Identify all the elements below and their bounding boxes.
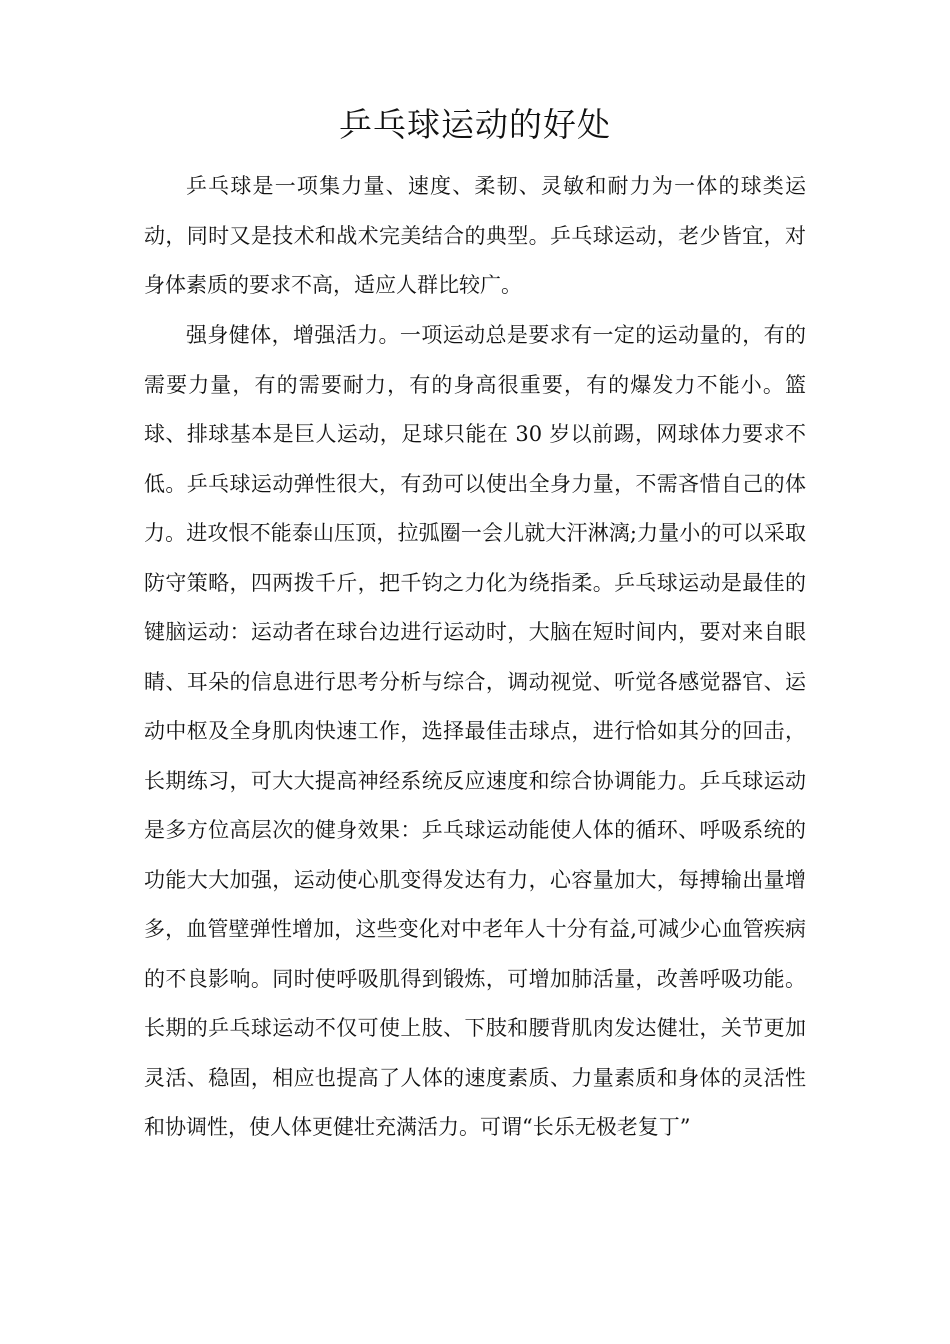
paragraph-benefits: 强身健体，增强活力。一项运动总是要求有一定的运动量的，有的需要力量，有的需要耐力，有的身高很重要，有的爆发力不能小。篮球、排球基本是巨人运动，足球只能在 30 岁以前踢，网球体力要求不低。乒乓球运动弹性很大，有劲可以使出全身力量，不需吝惜自己的体力。进攻恨不能泰山压顶，拉弧圈一会儿就大汗淋漓;力量小的可以采取防守策略，四两拨千斤，把千钧之力化为绕指柔。乒乓球运动是最佳的键脑运动：运动者在球台边进行运动时，大脑在短时间内，要对来自眼睛、耳朵的信息进行思考分析与综合，调动视觉、听觉各感觉器官、运动中枢及全身肌肉快速工作，选择最佳击球点，进行恰如其分的回击，长期练习，可大大提高神经系统反应速度和综合协调能力。乒乓球运动是多方位高层次的健身效果：乒乓球运动能使人体的循环、呼吸系统的功能大大加强，运动使心肌变得发达有力，心容量加大，每搏输出量增多，血管壁弹性增加，这些变化对中老年人十分有益,可减少心血管疾病的不良影响。同时使呼吸肌得到锻炼，可增加肺活量，改善呼吸功能。长期的乒乓球运动不仅可使上肢、下肢和腰背肌肉发达健壮，关节更加灵活、稳固，相应也提高了人体的速度素质、力量素质和身体的灵活性和协调性，使人体更健壮充满活力。可谓“长乐无极老复丁” <box>144 323 806 1139</box>
paragraph-intro: 乒乓球是一项集力量、速度、柔韧、灵敏和耐力为一体的球类运动，同时又是技术和战术完美结合的典型。乒乓球运动，老少皆宜，对身体素质的要求不高，适应人群比较广。 <box>144 174 806 297</box>
page-title: 乒乓球运动的好处 <box>339 105 611 144</box>
